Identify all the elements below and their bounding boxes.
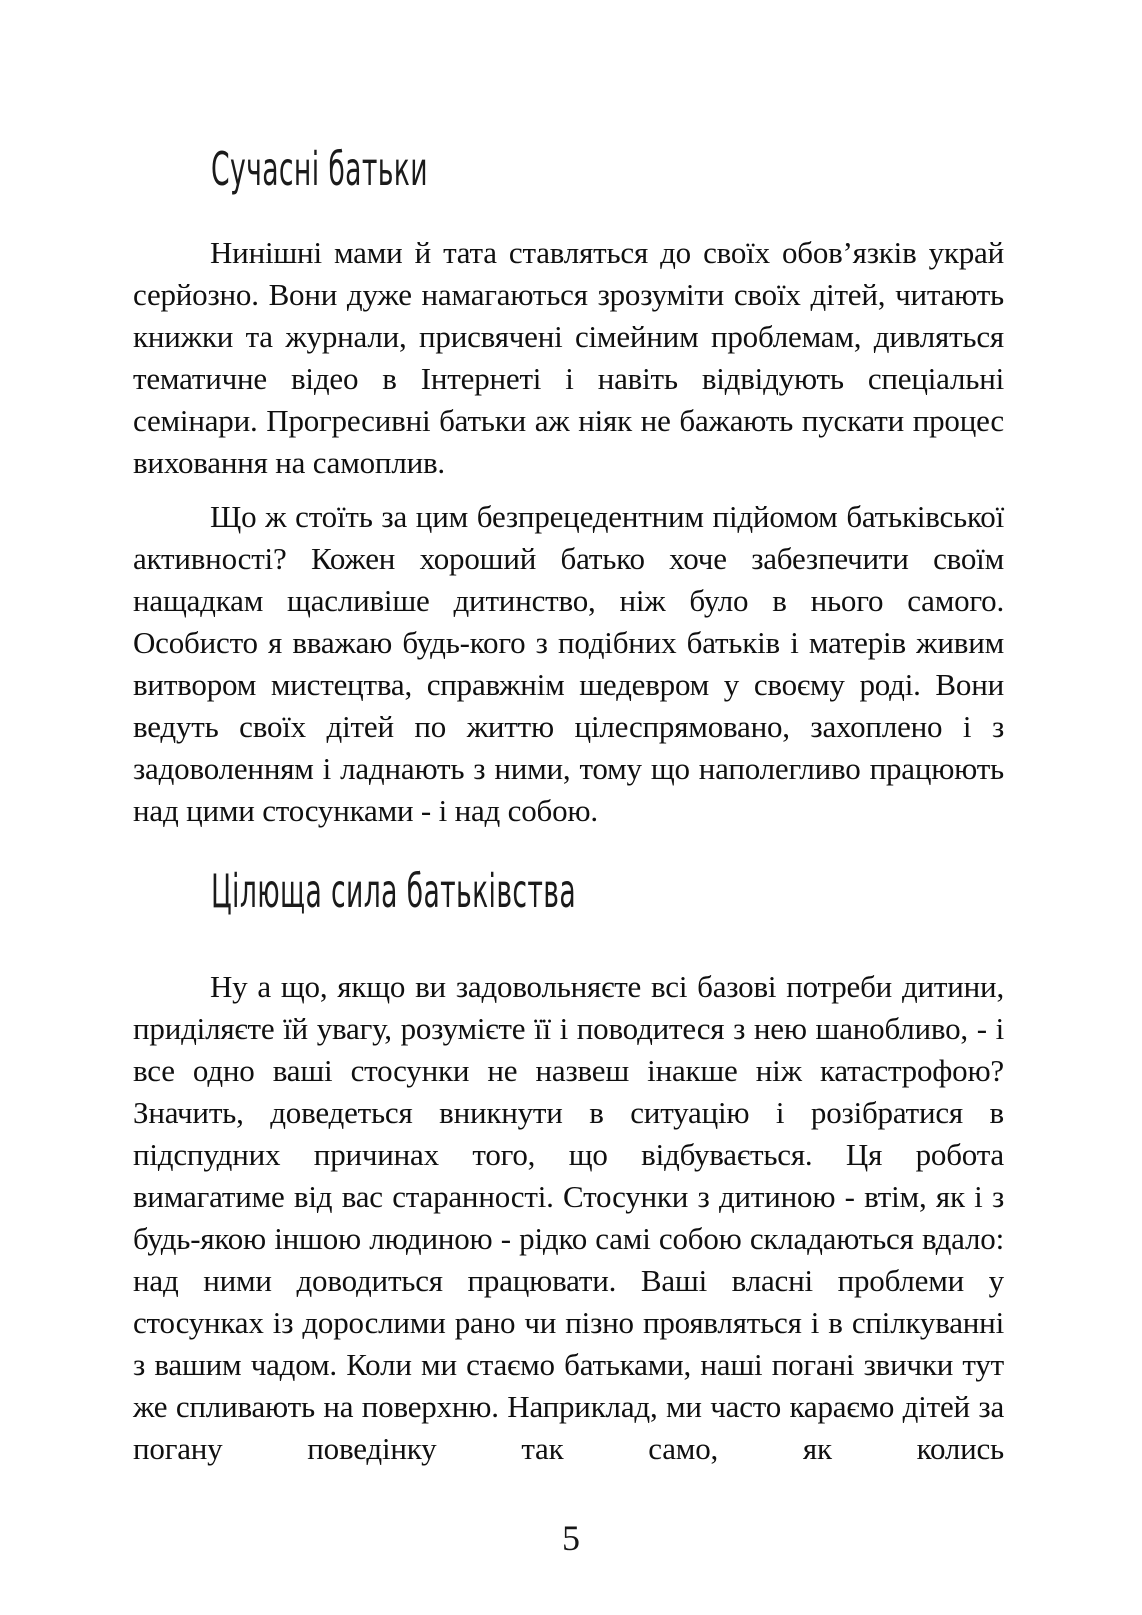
- paragraph: Ну а що, якщо ви задовольняєте всі базові потреби дитини, приділяєте їй увагу, розумієте її і поводитеся з нею шанобливо, - і все одно ваші стосунки не назвеш інакше ніж катастрофою? Значить, доведеться вникнути в ситуацію і розібратися в підспудних причинах того, що відбувається. Ця робота вимагатиме від вас старанності. Стосунки з дитиною - втім, як і з будь-якою іншою людиною - рідко самі собою складаються вдало: над ними доводиться працювати. Ваші власні проблеми у стосунках із дорослими рано чи пізно проявляться і в спілкуванні з вашим чадом. Коли ми стаємо батьками, наші погані звички тут же спливають на поверхню. Наприклад, ми часто караємо дітей за погану поведінку так само, як колись: [133, 969, 1004, 1466]
- paragraph: Нинішні мами й тата ставляться до своїх обов’язків украй серйозно. Вони дуже намагаються зрозуміти своїх дітей, читають книжки та журнали, присвячені сімейним проблемам, дивляться тематичне відео в Інтернеті і навіть відвідують спеціальні семінари. Прогресивні батьки аж ніяк не бажають пускати процес виховання на самоплив.: [133, 235, 1004, 480]
- section-1-heading-row: [211, 144, 1004, 198]
- section-1-heading: Сучасні батьки: [211, 144, 428, 197]
- page-number: 5: [562, 1518, 580, 1558]
- section-2-heading: Цілюща сила батьківства: [211, 866, 577, 919]
- paragraph: Що ж стоїть за цим безпрецедентним підйомом батьківської активності? Кожен хороший батько хоче забезпечити своїм нащадкам щасливіше дитинство, ніж було в нього самого. Особисто я вважаю будь-кого з подібних батьків і матерів живим витвором мистецтва, справжнім шедевром у своєму роді. Вони ведуть своїх дітей по життю цілеспрямовано, захоплено і з задоволенням і ладнають з ними, тому що наполегливо працюють над цими стосунками - і над собою.: [133, 499, 1004, 828]
- section-2-heading-row: [211, 866, 1004, 920]
